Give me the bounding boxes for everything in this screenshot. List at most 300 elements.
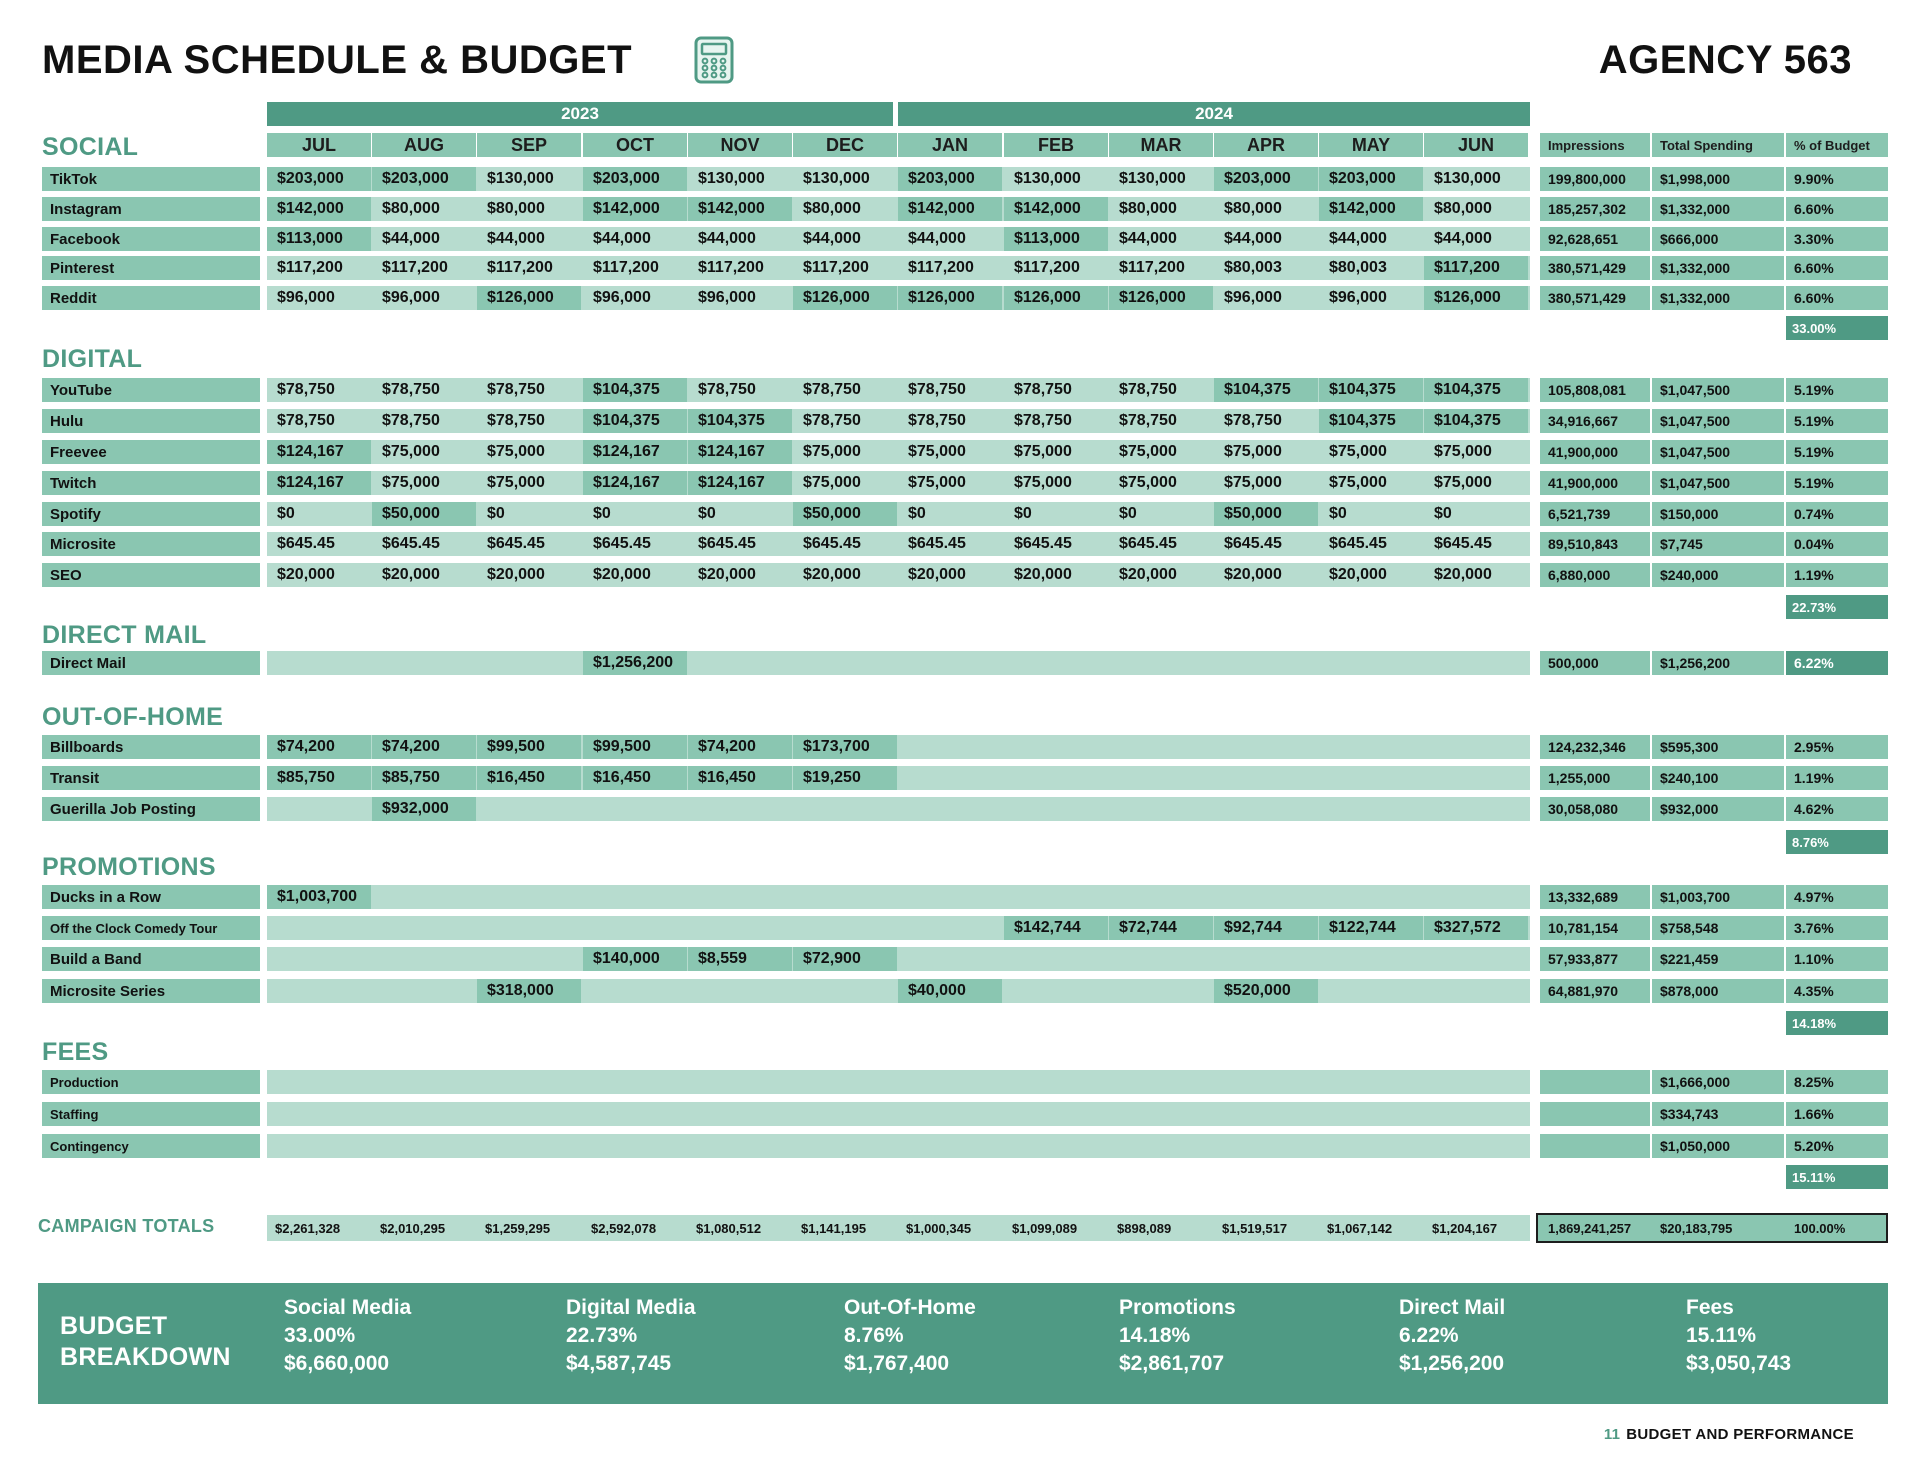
month-cell	[688, 979, 792, 1003]
impressions-cell: 105,808,081	[1540, 378, 1650, 402]
month-cell: $50,000	[1214, 502, 1318, 526]
row-label: Freevee	[42, 440, 260, 464]
budget-breakdown-title-line2: BREAKDOWN	[60, 1342, 231, 1371]
month-cell: $75,000	[487, 443, 545, 460]
month-cell: $75,000	[1434, 474, 1492, 491]
month-cell: $124,167	[583, 471, 687, 495]
pct-cell: 3.76%	[1786, 916, 1888, 940]
section-title: OUT-OF-HOME	[42, 703, 224, 731]
month-cell: $80,000	[382, 200, 440, 217]
month-cell: $645.45	[1434, 535, 1492, 552]
summary-header: Impressions	[1540, 133, 1650, 157]
row-label: Microsite	[42, 532, 260, 556]
pct-cell: 6.60%	[1786, 286, 1888, 310]
month-cell	[267, 916, 371, 940]
impressions-cell: 500,000	[1540, 651, 1650, 675]
impressions-cell: 199,800,000	[1540, 167, 1650, 191]
total-pct-cell: 100.00%	[1794, 1220, 1846, 1236]
month-cell: $80,000	[487, 200, 545, 217]
pct-cell: 4.35%	[1786, 979, 1888, 1003]
month-cell: $20,000	[1434, 566, 1492, 583]
month-header: NOV	[688, 133, 792, 157]
month-cell	[372, 885, 476, 909]
month-cell: $75,000	[1434, 443, 1492, 460]
spend-cell: $1,047,500	[1652, 409, 1784, 433]
month-cell	[1214, 1102, 1318, 1126]
row-label: Pinterest	[42, 256, 260, 280]
month-cell: $645.45	[1224, 535, 1282, 552]
section-title: PROMOTIONS	[42, 853, 216, 881]
impressions-cell: 185,257,302	[1540, 197, 1650, 221]
month-cell: $142,000	[267, 197, 371, 221]
month-cell	[477, 651, 581, 675]
month-cell	[267, 651, 371, 675]
month-cell	[477, 1134, 581, 1158]
month-cell: $20,000	[1329, 566, 1387, 583]
budget-breakdown	[38, 1283, 1888, 1404]
month-cell	[898, 651, 1002, 675]
spend-cell: $1,332,000	[1652, 197, 1784, 221]
month-cell: $645.45	[1014, 535, 1072, 552]
month-cell	[1319, 1070, 1423, 1094]
month-cell: $645.45	[1119, 535, 1177, 552]
month-cell	[1214, 885, 1318, 909]
month-cell	[1319, 735, 1423, 759]
month-cell: $75,000	[908, 474, 966, 491]
impressions-cell: 41,900,000	[1540, 440, 1650, 464]
month-cell: $78,750	[803, 412, 861, 429]
month-cell: $8,559	[688, 947, 792, 971]
section-subtotal: 8.76%	[1786, 830, 1888, 854]
month-header: MAR	[1109, 133, 1213, 157]
month-cell	[1319, 1134, 1423, 1158]
month-cell: $20,000	[698, 566, 756, 583]
month-cell	[688, 916, 792, 940]
month-header: JUN	[1424, 133, 1528, 157]
month-header: JUL	[267, 133, 371, 157]
year-2024: 2024	[898, 102, 1530, 126]
month-cell: $645.45	[908, 535, 966, 552]
spend-cell: $1,332,000	[1652, 256, 1784, 280]
total-month-cell: $898,089	[1117, 1220, 1172, 1236]
month-cell: $126,000	[793, 286, 897, 310]
impressions-cell: 13,332,689	[1540, 885, 1650, 909]
spend-cell: $666,000	[1652, 227, 1784, 251]
month-cell	[793, 885, 897, 909]
impressions-cell: 124,232,346	[1540, 735, 1650, 759]
total-month-cell: $2,592,078	[591, 1220, 657, 1236]
month-cell: $78,750	[803, 381, 861, 398]
month-cell: $0	[277, 505, 295, 522]
impressions-cell: 10,781,154	[1540, 916, 1650, 940]
month-cell: $126,000	[1004, 286, 1108, 310]
month-cell: $645.45	[382, 535, 440, 552]
row-label: Hulu	[42, 409, 260, 433]
month-cell: $75,000	[803, 443, 861, 460]
pct-cell: 5.19%	[1786, 378, 1888, 402]
month-cell	[1424, 1070, 1528, 1094]
month-cell: $96,000	[1329, 289, 1387, 306]
month-cell	[372, 916, 476, 940]
month-cell	[1214, 797, 1318, 821]
pct-cell: 0.74%	[1786, 502, 1888, 526]
month-cell: $117,200	[1014, 259, 1080, 276]
month-cell: $75,000	[382, 474, 440, 491]
month-cell	[583, 1134, 687, 1158]
total-month-cell: $1,099,089	[1012, 1220, 1078, 1236]
month-cell	[793, 1134, 897, 1158]
month-cell: $20,000	[277, 566, 335, 583]
month-cell: $327,572	[1424, 916, 1528, 940]
month-cell	[267, 1070, 371, 1094]
footer-label: BUDGET AND PERFORMANCE	[1626, 1426, 1854, 1443]
month-cell	[583, 916, 687, 940]
month-cell	[1214, 766, 1318, 790]
month-cell: $74,200	[267, 735, 371, 759]
month-cell: $104,375	[1214, 378, 1318, 402]
row-label: Twitch	[42, 471, 260, 495]
month-cell	[898, 1134, 1002, 1158]
month-cell: $1,256,200	[583, 651, 687, 675]
breakdown-item	[284, 1297, 411, 1381]
month-cell: $130,000	[487, 170, 554, 187]
impressions-cell: 34,916,667	[1540, 409, 1650, 433]
pct-cell: 1.10%	[1786, 947, 1888, 971]
month-cell: $16,450	[688, 766, 792, 790]
month-cell: $130,000	[698, 170, 765, 187]
impressions-cell: 92,628,651	[1540, 227, 1650, 251]
month-cell: $85,750	[372, 766, 476, 790]
month-cell	[372, 1134, 476, 1158]
month-cell	[477, 885, 581, 909]
month-header: MAY	[1319, 133, 1423, 157]
month-cell: $44,000	[382, 230, 440, 247]
section-title: SOCIAL	[42, 133, 139, 161]
month-cell	[898, 1070, 1002, 1094]
month-cell: $203,000	[898, 167, 1002, 191]
month-cell: $140,000	[583, 947, 687, 971]
month-cell	[898, 1102, 1002, 1126]
month-cell	[1109, 1070, 1213, 1094]
month-cell	[1424, 766, 1528, 790]
month-cell: $44,000	[1224, 230, 1282, 247]
month-cell: $130,000	[1014, 170, 1081, 187]
total-month-cell: $1,259,295	[485, 1220, 551, 1236]
impressions-cell: 1,255,000	[1540, 766, 1650, 790]
month-cell: $104,375	[583, 409, 687, 433]
month-cell	[793, 1070, 897, 1094]
breakdown-amount: $3,050,743	[1686, 1352, 1792, 1375]
breakdown-pct: 22.73%	[566, 1324, 638, 1347]
month-cell: $0	[1119, 505, 1137, 522]
month-cell	[898, 797, 1002, 821]
month-cell: $80,000	[803, 200, 861, 217]
month-cell: $203,000	[1214, 167, 1318, 191]
month-cell: $75,000	[1224, 474, 1282, 491]
spend-cell: $1,047,500	[1652, 378, 1784, 402]
month-cell: $78,750	[908, 412, 966, 429]
row-label: TikTok	[42, 167, 260, 191]
month-cell	[372, 1070, 476, 1094]
month-cell: $50,000	[372, 502, 476, 526]
month-cell: $44,000	[803, 230, 861, 247]
month-cell: $104,375	[1319, 378, 1423, 402]
month-cell	[372, 1102, 476, 1126]
month-cell: $75,000	[1119, 474, 1177, 491]
breakdown-item	[566, 1297, 696, 1381]
month-cell	[583, 1070, 687, 1094]
row-label: Instagram	[42, 197, 260, 221]
month-cell: $645.45	[487, 535, 545, 552]
month-cell: $104,375	[1424, 378, 1528, 402]
section-subtotal: 22.73%	[1786, 595, 1888, 619]
month-cell: $74,200	[688, 735, 792, 759]
month-cell: $104,375	[583, 378, 687, 402]
total-month-cell: $1,000,345	[906, 1220, 972, 1236]
month-cell: $78,750	[1119, 381, 1177, 398]
month-cell	[793, 916, 897, 940]
month-cell	[1319, 979, 1423, 1003]
month-cell	[1424, 1134, 1528, 1158]
pct-cell: 3.30%	[1786, 227, 1888, 251]
month-cell	[1424, 651, 1528, 675]
spend-cell: $1,332,000	[1652, 286, 1784, 310]
month-cell	[688, 651, 792, 675]
row-label: Production	[42, 1070, 260, 1094]
total-month-cell: $1,141,195	[801, 1220, 867, 1236]
row-label: Transit	[42, 766, 260, 790]
month-cell: $44,000	[1119, 230, 1177, 247]
row-label: Microsite Series	[42, 979, 260, 1003]
pct-cell: 1.66%	[1786, 1102, 1888, 1126]
month-cell: $130,000	[803, 170, 870, 187]
month-cell	[688, 1102, 792, 1126]
month-cell: $124,167	[688, 471, 792, 495]
month-cell: $44,000	[487, 230, 545, 247]
month-cell: $318,000	[477, 979, 581, 1003]
month-cell	[1109, 885, 1213, 909]
month-cell: $78,750	[1014, 412, 1072, 429]
month-cell	[1004, 885, 1108, 909]
month-cell	[898, 766, 1002, 790]
pct-cell: 5.19%	[1786, 440, 1888, 464]
month-header: SEP	[477, 133, 581, 157]
impressions-cell: 30,058,080	[1540, 797, 1650, 821]
spend-cell: $878,000	[1652, 979, 1784, 1003]
month-cell: $72,744	[1109, 916, 1213, 940]
month-cell: $142,000	[583, 197, 687, 221]
month-cell	[1004, 651, 1108, 675]
month-cell: $203,000	[583, 167, 687, 191]
spend-cell: $1,998,000	[1652, 167, 1784, 191]
month-cell	[793, 1102, 897, 1126]
month-cell: $20,000	[908, 566, 966, 583]
month-cell: $92,744	[1214, 916, 1318, 940]
month-cell: $130,000	[1434, 170, 1501, 187]
month-cell: $117,200	[593, 259, 659, 276]
month-cell	[267, 1134, 371, 1158]
summary-header: Total Spending	[1652, 133, 1784, 157]
breakdown-pct: 15.11%	[1686, 1324, 1757, 1347]
month-cell	[1319, 947, 1423, 971]
month-cell: $113,000	[1004, 227, 1108, 251]
month-cell: $99,500	[583, 735, 687, 759]
total-spend-cell: $20,183,795	[1660, 1220, 1733, 1236]
month-cell	[898, 947, 1002, 971]
month-cell: $80,000	[1119, 200, 1177, 217]
impressions-cell: 57,933,877	[1540, 947, 1650, 971]
row-label: Reddit	[42, 286, 260, 310]
row-label: Ducks in a Row	[42, 885, 260, 909]
spend-cell: $150,000	[1652, 502, 1784, 526]
month-cell	[477, 947, 581, 971]
month-cell	[898, 916, 1002, 940]
month-cell: $78,750	[487, 412, 545, 429]
month-cell: $126,000	[1424, 286, 1528, 310]
month-cell: $203,000	[372, 167, 476, 191]
breakdown-pct: 33.00%	[284, 1324, 356, 1347]
pct-cell: 4.97%	[1786, 885, 1888, 909]
month-cell: $96,000	[698, 289, 756, 306]
month-cell	[1424, 797, 1528, 821]
month-header: JAN	[898, 133, 1002, 157]
month-cell	[267, 1102, 371, 1126]
month-cell: $203,000	[267, 167, 371, 191]
month-cell: $96,000	[277, 289, 335, 306]
month-cell: $0	[698, 505, 716, 522]
month-cell: $203,000	[1319, 167, 1423, 191]
breakdown-name: Social Media	[284, 1296, 412, 1319]
impressions-cell: 6,521,739	[1540, 502, 1650, 526]
breakdown-pct: 14.18%	[1119, 1324, 1191, 1347]
month-cell	[1109, 947, 1213, 971]
section-subtotal: 33.00%	[1786, 316, 1888, 340]
month-cell: $78,750	[1224, 412, 1282, 429]
row-label: Billboards	[42, 735, 260, 759]
month-cell: $124,167	[267, 440, 371, 464]
month-header: OCT	[583, 133, 687, 157]
spend-cell: $1,050,000	[1652, 1134, 1784, 1158]
month-cell	[477, 1070, 581, 1094]
pct-cell: 8.25%	[1786, 1070, 1888, 1094]
month-cell	[1004, 735, 1108, 759]
month-cell: $142,000	[898, 197, 1002, 221]
breakdown-item	[844, 1297, 976, 1381]
month-cell: $20,000	[803, 566, 861, 583]
month-cell: $0	[1329, 505, 1347, 522]
pct-cell: 5.20%	[1786, 1134, 1888, 1158]
month-cell: $75,000	[382, 443, 440, 460]
month-header: APR	[1214, 133, 1318, 157]
pct-cell: 1.19%	[1786, 766, 1888, 790]
month-cell	[1004, 1070, 1108, 1094]
spend-cell: $595,300	[1652, 735, 1784, 759]
month-cell: $78,750	[1014, 381, 1072, 398]
pct-cell: 0.04%	[1786, 532, 1888, 556]
month-cell: $0	[908, 505, 926, 522]
month-cell: $78,750	[382, 381, 440, 398]
impressions-cell: 6,880,000	[1540, 563, 1650, 587]
month-cell	[1319, 1102, 1423, 1126]
month-cell: $113,000	[267, 227, 371, 251]
breakdown-name: Promotions	[1119, 1296, 1236, 1319]
month-cell: $645.45	[803, 535, 861, 552]
budget-breakdown-title-line1: BUDGET	[60, 1312, 168, 1340]
month-cell	[1109, 735, 1213, 759]
pct-cell: 2.95%	[1786, 735, 1888, 759]
total-month-cell: $1,080,512	[696, 1220, 762, 1236]
month-cell	[1214, 651, 1318, 675]
month-cell: $130,000	[1119, 170, 1186, 187]
month-cell: $20,000	[1119, 566, 1177, 583]
month-cell	[1109, 797, 1213, 821]
pct-cell: 1.19%	[1786, 563, 1888, 587]
row-label: Staffing	[42, 1102, 260, 1126]
impressions-cell: 41,900,000	[1540, 471, 1650, 495]
row-label: Contingency	[42, 1134, 260, 1158]
month-cell: $126,000	[477, 286, 581, 310]
month-cell: $80,000	[1434, 200, 1492, 217]
total-month-cell: $1,204,167	[1432, 1220, 1498, 1236]
month-cell	[1214, 1134, 1318, 1158]
month-cell: $104,375	[1319, 409, 1423, 433]
month-cell	[793, 979, 897, 1003]
pct-cell: 5.19%	[1786, 409, 1888, 433]
month-cell	[267, 947, 371, 971]
month-cell: $19,250	[793, 766, 897, 790]
month-cell: $75,000	[487, 474, 545, 491]
month-cell: $75,000	[1224, 443, 1282, 460]
month-cell	[583, 797, 687, 821]
month-cell: $117,200	[277, 259, 343, 276]
page-title: MEDIA SCHEDULE & BUDGET	[42, 38, 633, 82]
month-cell: $99,500	[477, 735, 581, 759]
summary-header: % of Budget	[1786, 133, 1888, 157]
budget-breakdown-title	[60, 1311, 231, 1372]
month-cell: $78,750	[908, 381, 966, 398]
month-cell	[477, 1102, 581, 1126]
month-cell: $74,200	[372, 735, 476, 759]
month-cell	[477, 797, 581, 821]
month-cell: $40,000	[898, 979, 1002, 1003]
month-cell	[267, 979, 371, 1003]
spend-cell: $334,743	[1652, 1102, 1784, 1126]
breakdown-name: Fees	[1686, 1296, 1734, 1319]
month-cell: $0	[593, 505, 611, 522]
month-cell: $126,000	[898, 286, 1002, 310]
total-impressions-cell: 1,869,241,257	[1548, 1220, 1632, 1236]
month-cell: $645.45	[698, 535, 756, 552]
month-cell: $80,000	[1224, 200, 1282, 217]
month-cell: $20,000	[1224, 566, 1282, 583]
total-month-cell: $1,067,142	[1327, 1220, 1393, 1236]
month-cell: $122,744	[1319, 916, 1423, 940]
month-cell: $142,000	[1319, 197, 1423, 221]
month-cell: $75,000	[1329, 474, 1387, 491]
month-cell: $20,000	[1014, 566, 1072, 583]
month-cell	[267, 797, 371, 821]
month-cell: $75,000	[1014, 443, 1072, 460]
year-2023: 2023	[267, 102, 893, 126]
month-cell: $20,000	[593, 566, 651, 583]
impressions-cell	[1540, 1134, 1650, 1158]
month-cell: $20,000	[382, 566, 440, 583]
month-cell	[793, 651, 897, 675]
month-cell	[1109, 1134, 1213, 1158]
month-header: DEC	[793, 133, 897, 157]
month-cell	[1424, 885, 1528, 909]
pct-cell: 9.90%	[1786, 167, 1888, 191]
